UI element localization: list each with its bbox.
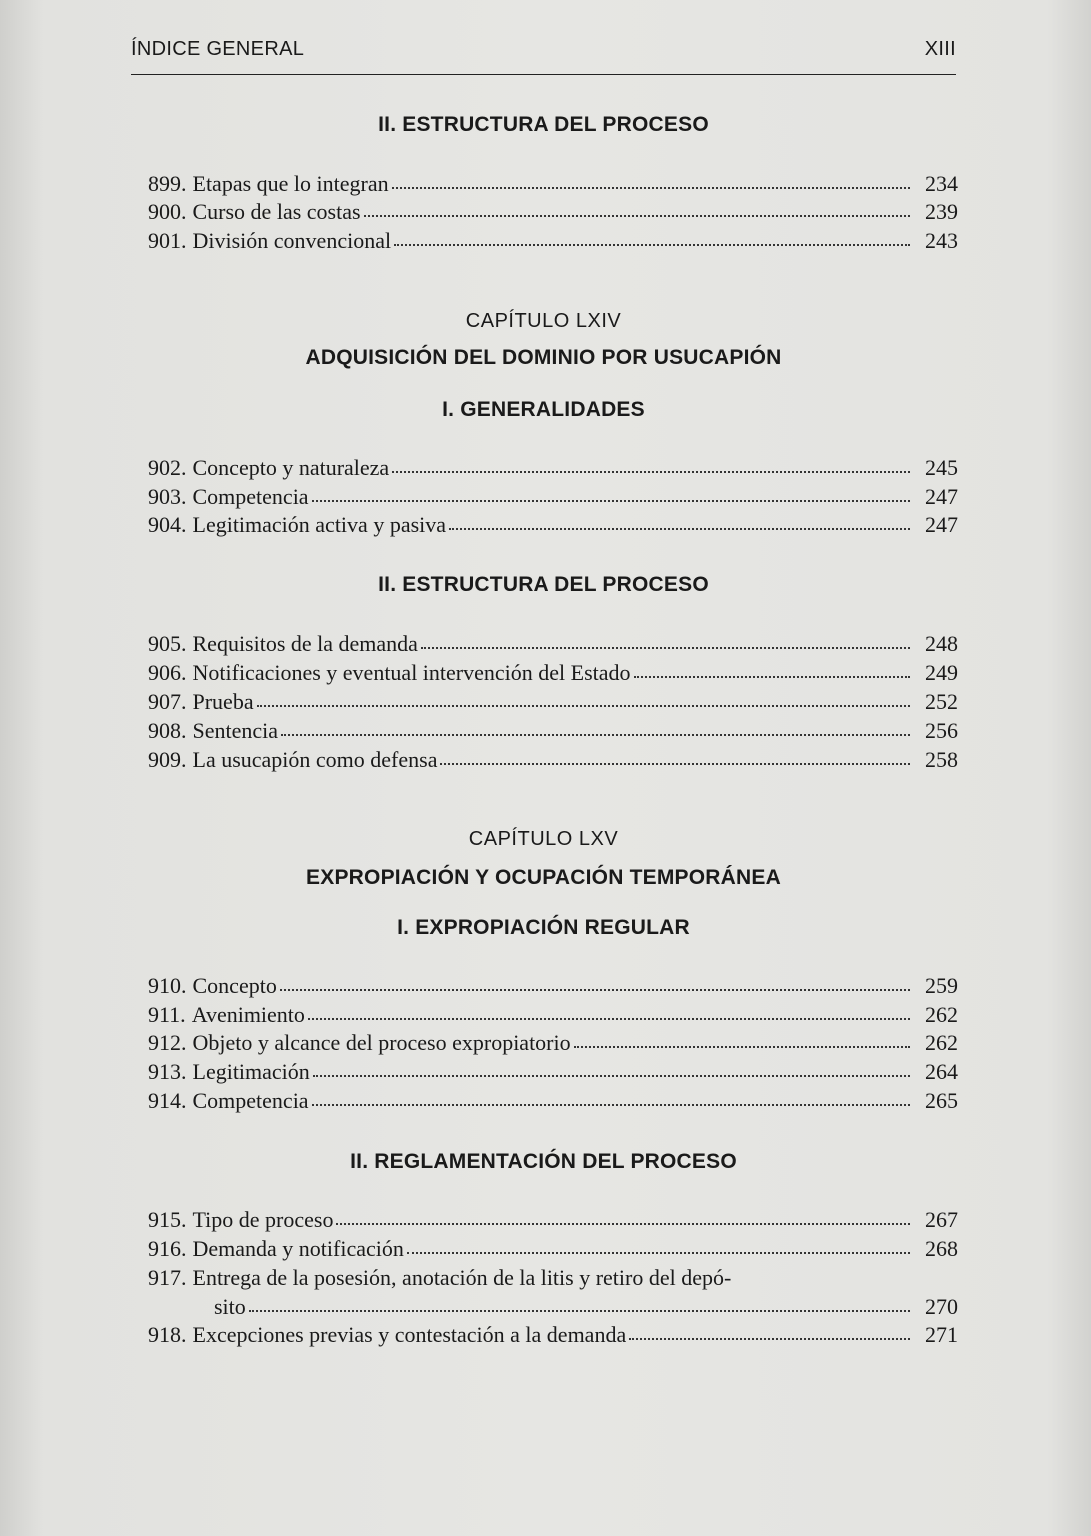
toc-entry [148,1028,958,1058]
entry-page: 249 [925,660,958,685]
entry-title: Concepto y naturaleza [192,455,390,480]
section-heading: II. REGLAMENTACIÓN DEL PROCESO [350,1150,737,1173]
dot-leader [392,471,910,473]
dot-leader [407,1252,910,1254]
entry-number: 901. [148,228,187,253]
entry-title: Requisitos de la demanda [192,631,418,656]
entry-number: 899. [148,171,187,196]
dot-leader [449,528,910,530]
dot-leader [629,1338,910,1340]
dot-leader [364,215,910,217]
entry-title: Competencia [192,484,309,509]
toc-entry [148,629,958,659]
entry-page: 267 [925,1207,958,1232]
entry-number: 909. [148,747,187,772]
entry-page: 248 [925,631,958,656]
entry-title: Notificaciones y eventual intervención del Estado [192,660,631,685]
toc-entry [148,482,958,512]
entry-page: 234 [925,171,958,196]
dot-leader [312,1104,910,1106]
dot-leader [634,676,910,678]
entry-page: 239 [925,199,958,224]
entry-page: 271 [925,1322,958,1347]
chapter-label: CAPÍTULO LXV [468,828,619,850]
entry-title: Etapas que lo integran [192,171,389,196]
toc-entry [148,510,958,540]
entry-page: 265 [925,1088,958,1113]
entry-page: 258 [925,747,958,772]
entry-page: 247 [925,484,958,509]
entry-title-continuation: sito [214,1294,246,1319]
dot-leader [440,763,910,765]
toc-entry [148,1205,958,1235]
toc-entry [148,1000,958,1030]
toc-entry [148,658,958,688]
entry-title: Competencia [192,1088,309,1113]
entry-title: División convencional [192,228,392,253]
dot-leader [249,1310,910,1312]
entry-page: 252 [925,689,958,714]
header-rule [131,74,956,75]
entry-number: 906. [148,660,187,685]
toc-entry [148,1057,958,1087]
toc-entry [148,1234,958,1264]
entry-number: 916. [148,1236,187,1261]
toc-entry [148,453,958,483]
dot-leader [313,1075,910,1077]
entry-number: 905. [148,631,187,656]
entry-number: 911. [148,1002,186,1027]
entry-page: 243 [925,228,958,253]
entry-number: 907. [148,689,187,714]
entry-page: 259 [925,973,958,998]
entry-number: 904. [148,512,187,537]
entry-number: 915. [148,1207,187,1232]
entry-title: Tipo de proceso [192,1207,334,1232]
entry-title: La usucapión como defensa [192,747,438,772]
dot-leader [308,1018,910,1020]
entry-number: 903. [148,484,187,509]
entry-title: Excepciones previas y contestación a la demanda [192,1322,627,1347]
toc-entry [148,716,958,746]
entry-number: 917. [148,1265,187,1290]
entry-title: Concepto [192,973,277,998]
section-heading: II. ESTRUCTURA DEL PROCESO [378,573,709,596]
toc-entry [148,971,958,1001]
header-title: ÍNDICE GENERAL [131,38,305,60]
entry-number: 913. [148,1059,187,1084]
entry-title: Objeto y alcance del proceso expropiatorio [192,1030,571,1055]
dot-leader [392,187,910,189]
entry-number: 900. [148,199,187,224]
section-heading: I. EXPROPIACIÓN REGULAR [397,916,690,939]
toc-entry [148,1086,958,1116]
entry-page: 262 [925,1002,958,1027]
dot-leader [257,705,910,707]
entry-number: 914. [148,1088,187,1113]
dot-leader [280,989,910,991]
entry-page: 247 [925,512,958,537]
entry-title: Legitimación activa y pasiva [192,512,447,537]
dot-leader [574,1046,910,1048]
toc-entry [148,745,958,775]
chapter-title: EXPROPIACIÓN Y OCUPACIÓN TEMPORÁNEA [306,866,781,889]
chapter-title: ADQUISICIÓN DEL DOMINIO POR USUCAPIÓN [305,346,782,369]
entry-page: 245 [925,455,958,480]
dot-leader [312,500,910,502]
entry-title: Avenimiento [191,1002,305,1027]
section-heading: I. GENERALIDADES [442,398,645,421]
entry-number: 910. [148,973,187,998]
dot-leader [421,647,910,649]
dot-leader [281,734,910,736]
entry-page: 264 [925,1059,958,1084]
entry-title: Demanda y notificación [192,1236,404,1261]
chapter-label: CAPÍTULO LXIV [465,310,622,332]
header-page-number: XIII [924,38,956,60]
dot-leader [336,1223,910,1225]
toc-entry [148,1320,958,1350]
toc-entry [148,226,958,256]
section-heading: II. ESTRUCTURA DEL PROCESO [378,113,709,136]
dot-leader [394,244,910,246]
toc-entry [148,1263,958,1321]
entry-title: Curso de las costas [192,199,361,224]
entry-title: Prueba [192,689,254,714]
entry-page: 256 [925,718,958,743]
entry-page: 270 [925,1294,958,1319]
entry-page: 262 [925,1030,958,1055]
toc-entry [148,687,958,717]
entry-title: Sentencia [192,718,279,743]
entry-number: 902. [148,455,187,480]
entry-number: 918. [148,1322,187,1347]
entry-title: Entrega de la posesión, anotación de la litis y retiro del depó- [192,1265,732,1290]
entry-number: 908. [148,718,187,743]
toc-entry [148,197,958,227]
entry-number: 912. [148,1030,187,1055]
entry-page: 268 [925,1236,958,1261]
toc-entry [148,169,958,199]
entry-title: Legitimación [192,1059,310,1084]
